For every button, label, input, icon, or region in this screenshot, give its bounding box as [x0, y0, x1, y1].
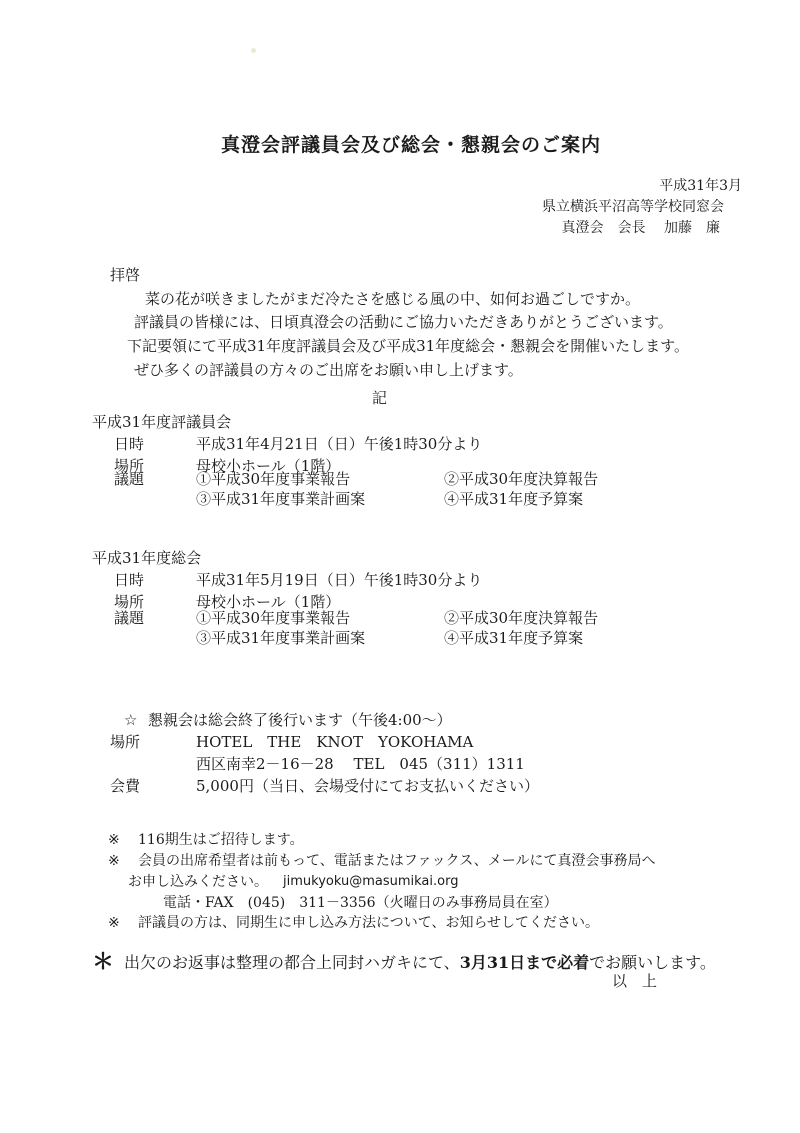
- council-datetime-label: 日時: [114, 435, 145, 453]
- general-heading: 平成31年度総会: [92, 549, 202, 567]
- note-mark-icon: ※: [108, 915, 120, 931]
- president-name: 真澄会 会長 加藤 廉: [561, 220, 720, 236]
- reply-text-before: 出欠のお返事は整理の都合上同封ハガキにて、: [124, 953, 460, 972]
- page-title: 真澄会評議員会及び総会・懇親会のご案内: [221, 134, 602, 156]
- general-datetime-label: 日時: [114, 571, 145, 589]
- party-intro: 懇親会は総会終了後行います（午後4:00～）: [148, 711, 452, 729]
- general-agenda-item: ④平成31年度予算案: [444, 629, 584, 647]
- general-place: 母校小ホール（1階）: [196, 593, 341, 611]
- note-mark-icon: ※: [108, 832, 120, 848]
- issue-date: 平成31年3月: [659, 178, 742, 194]
- council-agenda-item: ①平成30年度事業報告: [196, 470, 351, 488]
- council-agenda-item: ③平成31年度事業計画案: [196, 490, 366, 508]
- council-datetime: 平成31年4月21日（日）午後1時30分より: [196, 435, 483, 453]
- general-agenda-item: ③平成31年度事業計画案: [196, 629, 366, 647]
- party-address: 西区南幸2－16－28 TEL 045（311）1311: [196, 755, 525, 773]
- paper-speck: [251, 48, 256, 53]
- council-agenda-item: ②平成30年度決算報告: [444, 470, 599, 488]
- organization-name: 県立横浜平沼高等学校同窓会: [542, 199, 724, 215]
- council-place: 母校小ホール（1階）: [196, 457, 341, 475]
- closing-mark: 以 上: [612, 972, 658, 990]
- note-mark-icon: ※: [108, 853, 120, 869]
- reply-deadline: 3月31日まで必着: [459, 953, 590, 972]
- office-email-link[interactable]: jimukyoku@masumikai.org: [283, 874, 459, 889]
- asterisk-icon: ＊: [92, 949, 115, 975]
- greeting-line: 評議員の皆様には、日頃真澄会の活動にご協力いただきありがとうございます。: [134, 313, 673, 331]
- party-fee-label: 会費: [110, 777, 141, 795]
- general-place-label: 場所: [114, 593, 145, 611]
- general-datetime: 平成31年5月19日（日）午後1時30分より: [196, 571, 483, 589]
- general-agenda-item: ①平成30年度事業報告: [196, 609, 351, 627]
- greeting-opening: 拝啓: [110, 266, 141, 284]
- party-place-label: 場所: [110, 733, 141, 751]
- general-agenda-item: ②平成30年度決算報告: [444, 609, 599, 627]
- star-icon: ☆: [124, 711, 138, 729]
- office-phone-fax: 電話・FAX (045) 311－3356（火曜日のみ事務局員在室）: [163, 895, 558, 911]
- greeting-line: 下記要領にて平成31年度評議員会及び平成31年度総会・懇親会を開催いたします。: [127, 337, 689, 355]
- greeting-line: ぜひ多くの評議員の方々のご出席をお願い申し上げます。: [134, 361, 523, 379]
- ki-marker: 記: [372, 389, 388, 407]
- party-venue: HOTEL THE KNOT YOKOHAMA: [196, 733, 474, 751]
- council-agenda-label: 議題: [114, 470, 145, 488]
- council-place-label: 場所: [114, 457, 145, 475]
- note-invited: 116期生はご招待します。: [138, 832, 304, 848]
- council-heading: 平成31年度評議員会: [92, 413, 232, 431]
- note-councillor: 評議員の方は、同期生に申し込み方法について、お知らせしてください。: [138, 915, 600, 931]
- reply-text-after: でお願いします。: [589, 953, 716, 972]
- note-application-cont: お申し込みください。: [128, 874, 268, 890]
- general-agenda-label: 議題: [114, 609, 145, 627]
- party-fee: 5,000円（当日、会場受付にてお支払いください）: [196, 777, 539, 795]
- greeting-line: 菜の花が咲きましたがまだ冷たさを感じる風の中、如何お過ごしですか。: [145, 290, 641, 308]
- note-application: 会員の出席希望者は前もって、電話またはファックス、メールにて真澄会事務局へ: [138, 853, 656, 869]
- council-agenda-item: ④平成31年度予算案: [444, 490, 584, 508]
